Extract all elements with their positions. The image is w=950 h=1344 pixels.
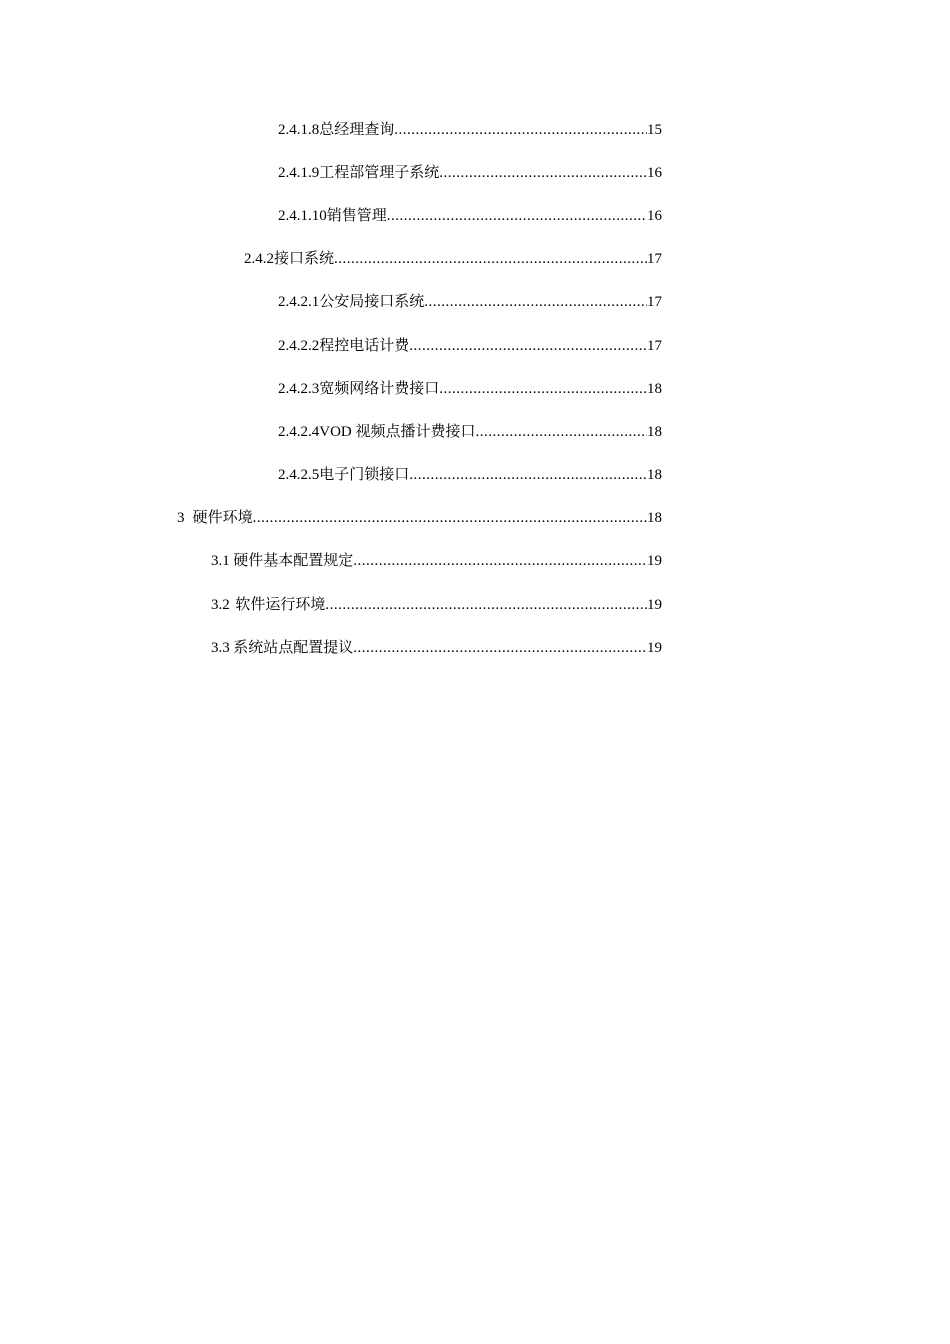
- toc-title: 软件运行环境: [235, 597, 326, 613]
- toc-number: 3: [177, 510, 185, 526]
- toc-entry-3-3[interactable]: [211, 637, 662, 659]
- toc-number: 2.4.2.1: [278, 294, 320, 310]
- toc-entry-3[interactable]: [177, 507, 662, 529]
- toc-number: 2.4.2.3: [278, 381, 320, 397]
- toc-page-number: 19: [647, 553, 662, 569]
- toc-leader: [476, 421, 648, 443]
- toc-leader: [409, 335, 647, 357]
- toc-leader: [334, 248, 647, 270]
- toc-page-number: 18: [647, 510, 662, 526]
- toc-number: 2.4.2.2: [278, 338, 320, 354]
- toc-number: 2.4.1.10: [278, 208, 327, 224]
- toc-leader: [253, 507, 647, 529]
- toc-number: 2.4.2.5: [278, 467, 320, 483]
- toc-title: VOD 视频点播计费接口: [319, 424, 476, 440]
- toc-entry-2-4-1-10[interactable]: [278, 205, 662, 227]
- toc-entry-2-4-1-9[interactable]: [278, 162, 662, 184]
- toc-entry-3-2[interactable]: [211, 594, 662, 616]
- toc-page-number: 16: [647, 165, 662, 181]
- toc-page-number: 18: [647, 467, 662, 483]
- toc-entry-2-4-1-8[interactable]: [278, 119, 662, 141]
- toc-title: 总经理查询: [319, 122, 395, 138]
- toc-page-number: 18: [647, 424, 662, 440]
- toc-number: 2.4.2: [244, 251, 274, 267]
- toc-number: 2.4.1.8: [278, 122, 320, 138]
- toc-leader: [409, 464, 647, 486]
- toc-leader: [394, 119, 647, 141]
- toc-title: 工程部管理子系统: [319, 165, 440, 181]
- toc-entry-2-4-2-4[interactable]: [278, 421, 662, 443]
- toc-title: 宽频网络计费接口: [319, 381, 440, 397]
- toc-page-number: 16: [647, 208, 662, 224]
- toc-number: 2.4.1.9: [278, 165, 320, 181]
- toc-leader: [439, 162, 647, 184]
- toc-entry-3-1[interactable]: [211, 550, 662, 572]
- toc-title: 硬件基本配置规定: [233, 553, 354, 569]
- toc-title: 程控电话计费: [319, 338, 410, 354]
- toc-page-number: 15: [647, 122, 662, 138]
- toc-leader: [439, 378, 647, 400]
- toc-page-number: 19: [647, 640, 662, 656]
- toc-leader: [353, 637, 647, 659]
- toc-leader: [325, 594, 647, 616]
- toc-page-number: 18: [647, 381, 662, 397]
- toc-page-number: 17: [647, 294, 662, 310]
- toc-page-number: 17: [647, 251, 662, 267]
- toc-page-number: 17: [647, 338, 662, 354]
- toc-title: 接口系统: [274, 251, 335, 267]
- toc-page-number: 19: [647, 597, 662, 613]
- toc-title: 电子门锁接口: [319, 467, 410, 483]
- toc-entry-2-4-2[interactable]: [244, 248, 662, 270]
- toc-leader: [353, 550, 647, 572]
- toc-number: 3.3: [211, 640, 230, 656]
- toc-number: 3.1: [211, 553, 230, 569]
- toc-leader: [424, 291, 647, 313]
- toc-leader: [387, 205, 647, 227]
- toc-entry-2-4-2-5[interactable]: [278, 464, 662, 486]
- toc-title: 系统站点配置提议: [233, 640, 354, 656]
- toc-number: 3.2: [211, 597, 230, 613]
- toc-title: 公安局接口系统: [319, 294, 425, 310]
- toc-number: 2.4.2.4: [278, 424, 320, 440]
- toc-title: 销售管理: [326, 208, 387, 224]
- toc-entry-2-4-2-2[interactable]: [278, 335, 662, 357]
- toc-title: 硬件环境: [192, 510, 253, 526]
- toc-entry-2-4-2-1[interactable]: [278, 291, 662, 313]
- toc-entry-2-4-2-3[interactable]: [278, 378, 662, 400]
